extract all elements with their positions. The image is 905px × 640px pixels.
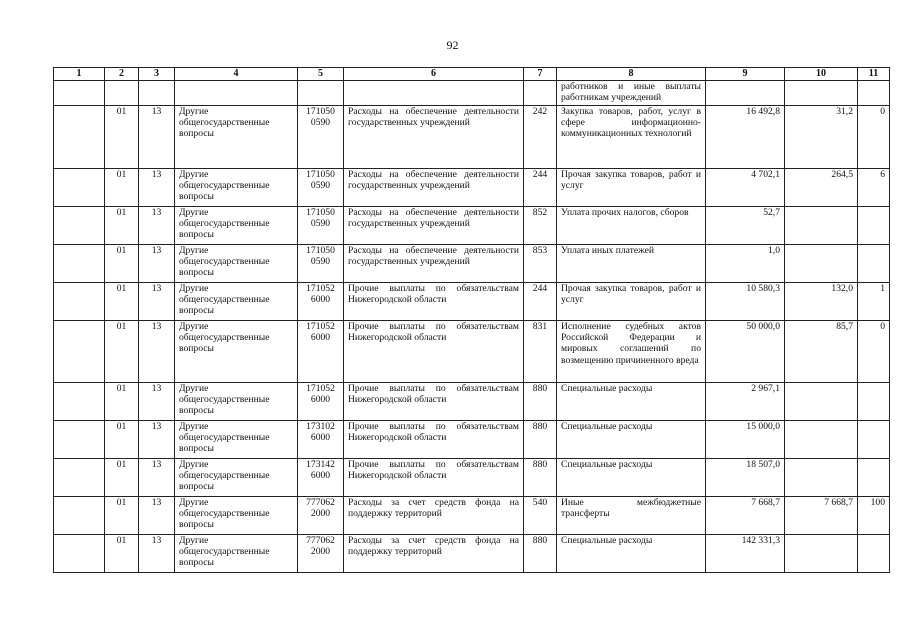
cell-section: 01 [105, 283, 139, 321]
cell-amount: 4 702,1 [706, 169, 785, 207]
table-row [54, 535, 890, 573]
cell-target-code: 173142 6000 [298, 459, 344, 497]
cell-col1 [54, 497, 105, 535]
cell-target-name: Расходы на обеспечение деятельности государственных учреждений [344, 106, 524, 169]
cell-percent [858, 421, 890, 459]
header-row [54, 68, 890, 81]
cell-expense-type: работников и иные выплаты работникам учреждений [557, 81, 706, 106]
cell-section-name: Другие общегосударственные вопросы [175, 207, 298, 245]
cell-amount: 15 000,0 [706, 421, 785, 459]
header-cell: 4 [175, 68, 298, 81]
cell-percent: 6 [858, 169, 890, 207]
cell-section: 01 [105, 383, 139, 421]
cell-percent [858, 535, 890, 573]
cell-target-code: 171052 6000 [298, 383, 344, 421]
cell-target-code: 171050 0590 [298, 169, 344, 207]
cell-section-name: Другие общегосударственные вопросы [175, 535, 298, 573]
cell-col1 [54, 245, 105, 283]
page-number: 92 [446, 38, 459, 52]
cell-section: 01 [105, 169, 139, 207]
cell-col1 [54, 106, 105, 169]
header-cell: 2 [105, 68, 139, 81]
cell-percent [858, 207, 890, 245]
table-row [54, 459, 890, 497]
cell-amount: 52,7 [706, 207, 785, 245]
cell-subsection: 13 [139, 535, 175, 573]
cell-target-code: 171050 0590 [298, 207, 344, 245]
cell-target-name: Прочие выплаты по обязательствам Нижегородской области [344, 283, 524, 321]
cell-section: 01 [105, 535, 139, 573]
cell-expense-code: 244 [524, 283, 557, 321]
cell-target-name: Расходы за счет средств фонда на поддержку территорий [344, 535, 524, 573]
header-cell: 9 [706, 68, 785, 81]
cell-expense-type: Закупка товаров, работ, услуг в сфере информационно-коммуникационных технологий [557, 106, 706, 169]
cell-target-name: Расходы на обеспечение деятельности государственных учреждений [344, 207, 524, 245]
cell-section: 01 [105, 459, 139, 497]
cell-percent: 100 [858, 497, 890, 535]
cell-target-name: Расходы на обеспечение деятельности государственных учреждений [344, 169, 524, 207]
header-cell: 5 [298, 68, 344, 81]
cell-amount: 10 580,3 [706, 283, 785, 321]
cell-col1 [54, 283, 105, 321]
cell-percent: 0 [858, 106, 890, 169]
cell-subsection: 13 [139, 106, 175, 169]
cell-section: 01 [105, 207, 139, 245]
cell-col1 [54, 421, 105, 459]
cell-subsection: 13 [139, 321, 175, 383]
cell-target-name: Прочие выплаты по обязательствам Нижегородской области [344, 459, 524, 497]
cell-executed [785, 459, 858, 497]
cell-expense-code: 831 [524, 321, 557, 383]
cell-target-code: 171052 6000 [298, 283, 344, 321]
cell-percent [858, 383, 890, 421]
header-cell: 6 [344, 68, 524, 81]
table-row [54, 245, 890, 283]
cell-expense-type: Специальные расходы [557, 383, 706, 421]
cell-expense-code: 852 [524, 207, 557, 245]
cell-target-name: Расходы за счет средств фонда на поддержку территорий [344, 497, 524, 535]
cell-col1 [54, 169, 105, 207]
cell-expense-code: 242 [524, 106, 557, 169]
cell-executed: 264,5 [785, 169, 858, 207]
cell-subsection: 13 [139, 459, 175, 497]
budget-table [53, 67, 890, 573]
cell-expense-type: Прочая закупка товаров, работ и услуг [557, 169, 706, 207]
cell-section-name: Другие общегосударственные вопросы [175, 245, 298, 283]
cell-target-code: 777062 2000 [298, 497, 344, 535]
cell-executed: 85,7 [785, 321, 858, 383]
header-cell: 7 [524, 68, 557, 81]
cell-amount: 2 967,1 [706, 383, 785, 421]
cell-expense-type: Специальные расходы [557, 421, 706, 459]
cell-subsection: 13 [139, 283, 175, 321]
cell-expense-type: Уплата иных платежей [557, 245, 706, 283]
cell-col1 [54, 383, 105, 421]
cell-percent: 0 [858, 321, 890, 383]
table-row [54, 421, 890, 459]
cell-section-name: Другие общегосударственные вопросы [175, 169, 298, 207]
table-row [54, 321, 890, 383]
cell-subsection: 13 [139, 245, 175, 283]
cell-percent [858, 459, 890, 497]
cell-amount: 142 331,3 [706, 535, 785, 573]
table-row [54, 383, 890, 421]
cell-target-code: 173102 6000 [298, 421, 344, 459]
cell-target-name: Прочие выплаты по обязательствам Нижегородской области [344, 321, 524, 383]
cell-section: 01 [105, 421, 139, 459]
cell-subsection: 13 [139, 497, 175, 535]
cell-section-name: Другие общегосударственные вопросы [175, 383, 298, 421]
cell-section-name: Другие общегосударственные вопросы [175, 459, 298, 497]
header-cell: 1 [54, 68, 105, 81]
cell-subsection: 13 [139, 421, 175, 459]
cell-expense-code: 880 [524, 421, 557, 459]
cell-section: 01 [105, 245, 139, 283]
cell-section-name: Другие общегосударственные вопросы [175, 321, 298, 383]
cell-expense-code: 880 [524, 383, 557, 421]
cell-subsection: 13 [139, 383, 175, 421]
header-cell: 11 [858, 68, 890, 81]
cell-section: 01 [105, 321, 139, 383]
cell-target-code: 171050 0590 [298, 106, 344, 169]
cell-subsection: 13 [139, 207, 175, 245]
table-row [54, 283, 890, 321]
cell-section: 01 [105, 106, 139, 169]
cell-executed [785, 245, 858, 283]
header-cell: 8 [557, 68, 706, 81]
cell-executed: 31,2 [785, 106, 858, 169]
cell-executed: 7 668,7 [785, 497, 858, 535]
cell-expense-code: 540 [524, 497, 557, 535]
table-row [54, 207, 890, 245]
cell-executed [785, 535, 858, 573]
cell-amount: 50 000,0 [706, 321, 785, 383]
cell-expense-code: 880 [524, 535, 557, 573]
cell-section-name: Другие общегосударственные вопросы [175, 497, 298, 535]
cell-section-name: Другие общегосударственные вопросы [175, 283, 298, 321]
cell-expense-type: Специальные расходы [557, 459, 706, 497]
cell-expense-code: 244 [524, 169, 557, 207]
header-cell: 3 [139, 68, 175, 81]
cell-expense-type: Исполнение судебных актов Российской Федерации и мировых соглашений по возмещению причиненного вреда [557, 321, 706, 383]
cell-expense-code: 880 [524, 459, 557, 497]
cell-executed [785, 207, 858, 245]
cell-target-name: Расходы на обеспечение деятельности государственных учреждений [344, 245, 524, 283]
table-row [54, 106, 890, 169]
cell-amount: 16 492,8 [706, 106, 785, 169]
header-cell: 10 [785, 68, 858, 81]
cell-col1 [54, 207, 105, 245]
table-row [54, 497, 890, 535]
cell-expense-code: 853 [524, 245, 557, 283]
cell-executed [785, 383, 858, 421]
cell-executed [785, 421, 858, 459]
cell-amount: 7 668,7 [706, 497, 785, 535]
cell-section: 01 [105, 497, 139, 535]
cell-col1 [54, 459, 105, 497]
cell-percent [858, 245, 890, 283]
cell-target-code: 171052 6000 [298, 321, 344, 383]
cell-amount: 1,0 [706, 245, 785, 283]
cell-target-code: 777062 2000 [298, 535, 344, 573]
cell-target-name: Прочие выплаты по обязательствам Нижегородской области [344, 421, 524, 459]
cell-amount: 18 507,0 [706, 459, 785, 497]
cell-target-code: 171050 0590 [298, 245, 344, 283]
cell-section-name: Другие общегосударственные вопросы [175, 106, 298, 169]
cell-expense-type: Иные межбюджетные трансферты [557, 497, 706, 535]
table-row-continuation [54, 81, 890, 106]
cell-section-name: Другие общегосударственные вопросы [175, 421, 298, 459]
cell-percent: 1 [858, 283, 890, 321]
cell-executed: 132,0 [785, 283, 858, 321]
cell-col1 [54, 321, 105, 383]
cell-subsection: 13 [139, 169, 175, 207]
cell-target-name: Прочие выплаты по обязательствам Нижегородской области [344, 383, 524, 421]
cell-expense-type: Прочая закупка товаров, работ и услуг [557, 283, 706, 321]
cell-expense-type: Специальные расходы [557, 535, 706, 573]
cell-col1 [54, 535, 105, 573]
cell-expense-type: Уплата прочих налогов, сборов [557, 207, 706, 245]
table-row [54, 169, 890, 207]
